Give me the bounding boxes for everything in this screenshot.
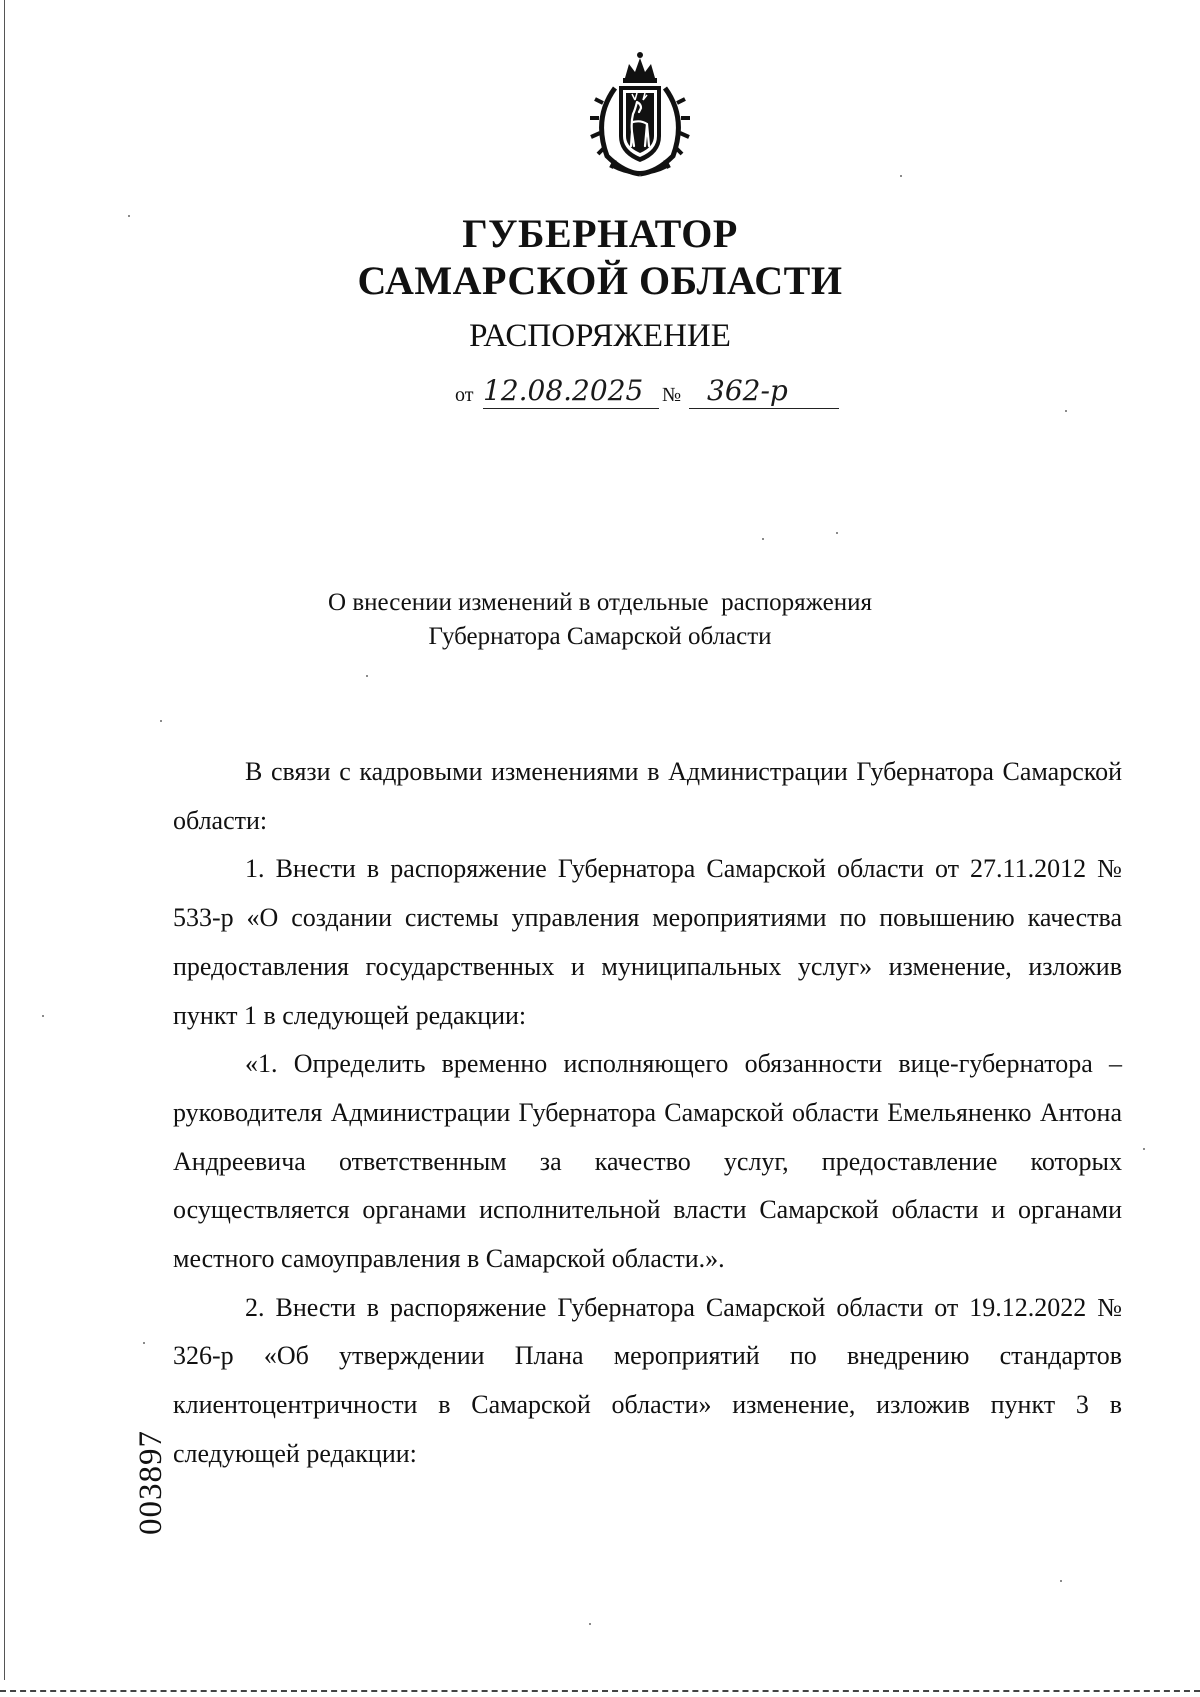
paragraph-2: 2. Внести в распоряжение Губернатора Самарской области от 19.12.2022 № 326-р «Об утверждении Плана мероприятий по внедрению стандартов клиентоцентричности в Самарской области» изменение, изложив пункт 3 в следующей редакции: xyxy=(173,1292,1122,1468)
authority-title-line2: САМАРСКОЙ ОБЛАСТИ xyxy=(357,258,843,303)
coat-of-arms-emblem xyxy=(585,48,695,180)
scan-speck xyxy=(836,532,838,534)
scan-speck xyxy=(900,175,902,177)
paragraph-preamble: В связи с кадровыми изменениями в Администрации Губернатора Самарской области: xyxy=(173,757,1122,835)
scan-speck xyxy=(762,538,764,540)
scan-speck xyxy=(1060,1580,1062,1582)
body-text xyxy=(173,748,1122,1479)
date-number-line xyxy=(455,374,845,414)
side-registration-number: 003897 xyxy=(133,1430,169,1535)
scan-speck xyxy=(1143,1148,1145,1150)
scan-speck xyxy=(143,1342,145,1344)
subject-line1: О внесении изменений в отдельные распоряжения xyxy=(328,589,872,616)
date-prefix: от xyxy=(455,384,474,406)
subject-line2: Губернатора Самарской области xyxy=(428,623,772,650)
number-value: 362-р xyxy=(689,374,839,409)
scan-speck xyxy=(160,720,162,722)
bottom-dashed-rule xyxy=(0,1690,1200,1692)
subject xyxy=(0,586,1200,654)
paragraph-1: 1. Внести в распоряжение Губернатора Самарской области от 27.11.2012 № 533-р «О создании системы управления мероприятиями по повышению качества предоставления государственных и муниципальных услуг» изменение, изложив пункт 1 в следующей редакции: xyxy=(173,854,1122,1030)
date-value: 12.08.2025 xyxy=(483,374,659,409)
number-prefix: № xyxy=(662,384,682,406)
scan-speck xyxy=(42,1015,44,1017)
scan-speck xyxy=(589,1623,591,1625)
document-type: РАСПОРЯЖЕНИЕ xyxy=(469,318,731,354)
authority-title-line1: ГУБЕРНАТОР xyxy=(462,211,738,256)
paragraph-1-quote: «1. Определить временно исполняющего обязанности вице-губернатора – руководителя Администрации Губернатора Самарской области Емельяненко Антона Андреевича ответственным за качество услуг, предоставление которых осуществляется органами исполнительной власти Самарской области и органами местного самоуправления в Самарской области.». xyxy=(173,1049,1122,1274)
scan-speck xyxy=(128,215,130,217)
scan-speck xyxy=(1065,410,1067,412)
scan-speck xyxy=(366,675,368,677)
